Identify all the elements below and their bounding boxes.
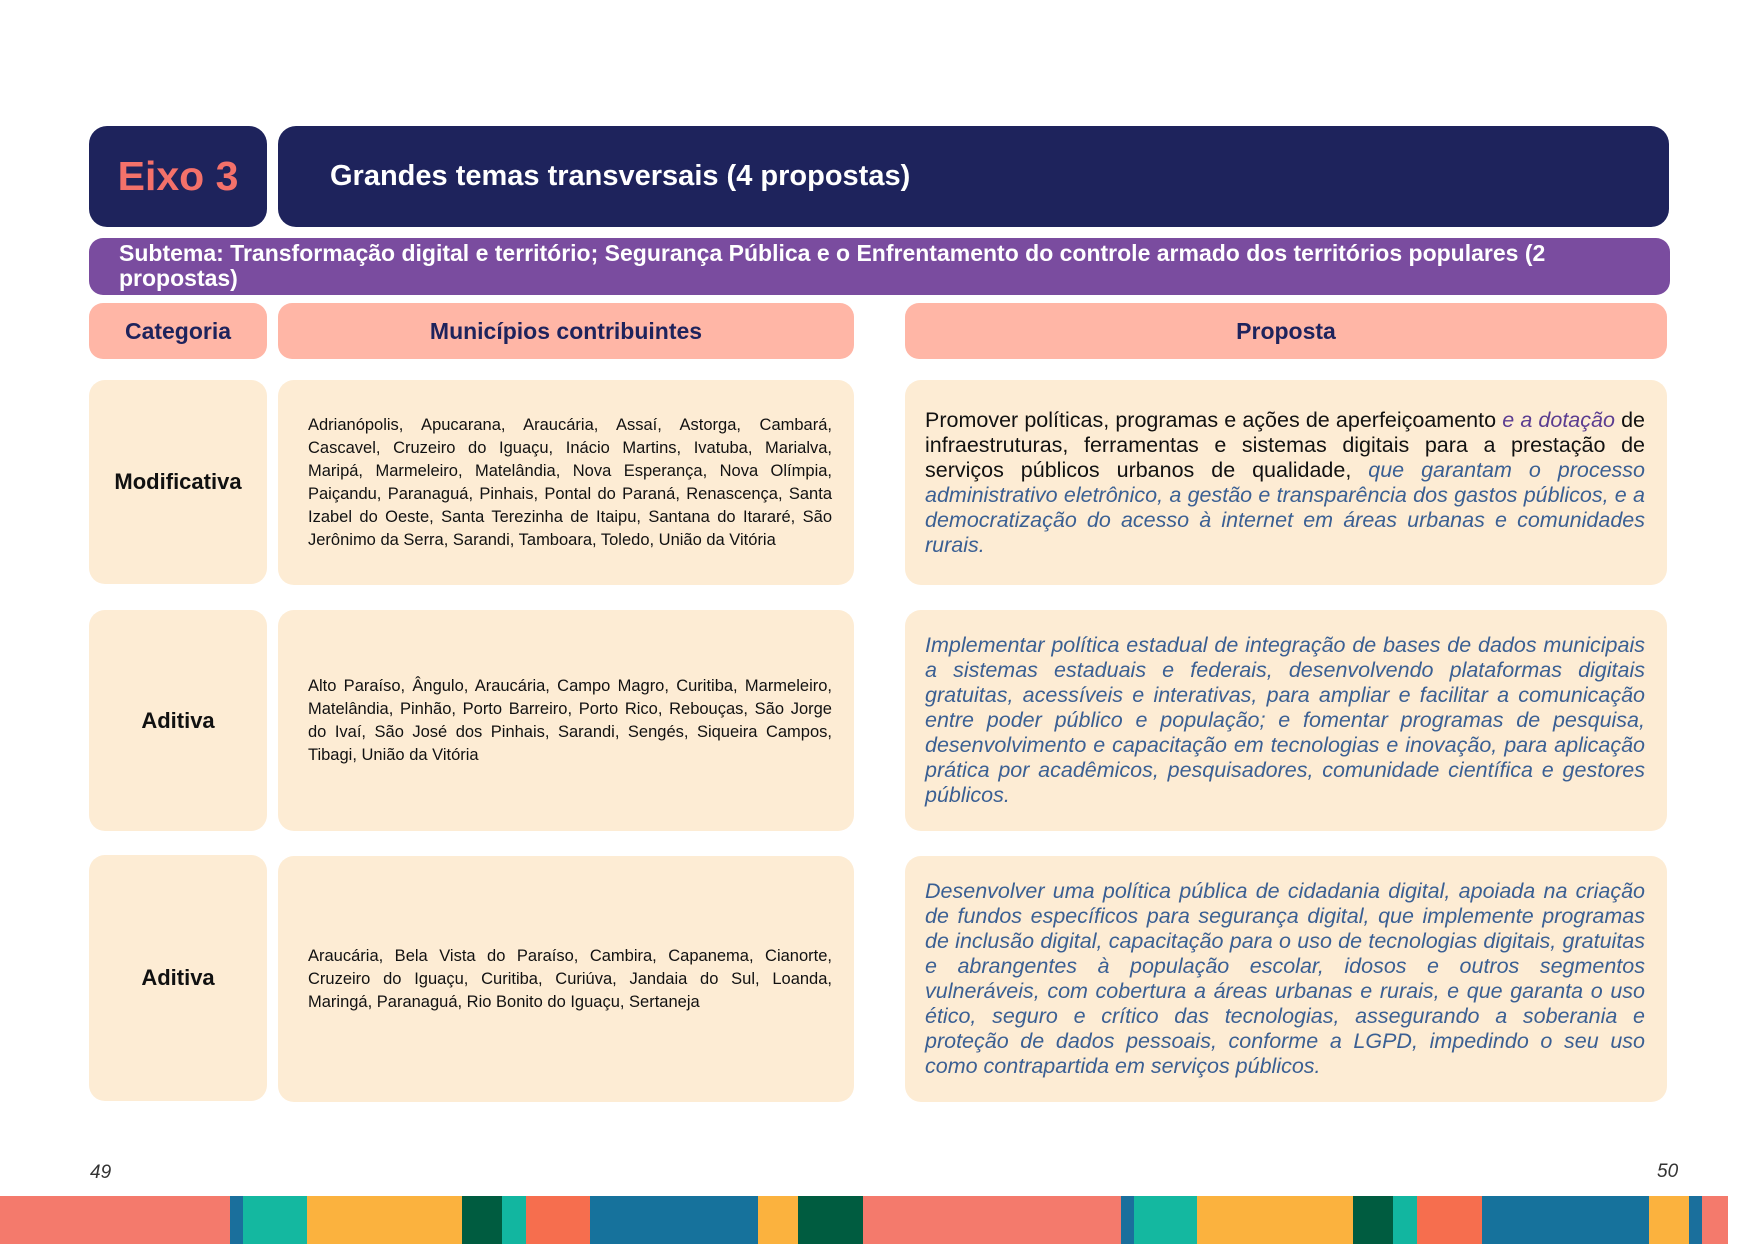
stripe-segment — [863, 1196, 1121, 1244]
row-3-proposta-cell — [905, 856, 1667, 1102]
row-3-categoria: Aditiva — [89, 855, 267, 1101]
row-3-municipios-cell — [278, 856, 854, 1102]
stripe-segment — [798, 1196, 863, 1244]
stripe-segment — [1353, 1196, 1393, 1244]
row-2-municipios-cell — [278, 610, 854, 831]
stripe-segment — [243, 1196, 307, 1244]
row-3-proposta: Desenvolver uma política pública de cidadania digital, apoiada na criação de fundos específicos para segurança digital, que implemente programas de inclusão digital, capacitação para o uso de tecnologias digitais, gratuitas e abrangentes à população escolar, idosos e outros segmentos vulneráveis, com cobertura a áreas urbanas e rurais, e que garanta o uso ético, seguro e crítico das tecnologias, assegurando a soberania e proteção de dados pessoais, conforme a LGPD, impedindo o seu uso como contrapartida em serviços públicos. — [925, 879, 1645, 1078]
stripe-segment — [1197, 1196, 1353, 1244]
section-title-bar — [278, 126, 1669, 227]
stripe-segment — [1482, 1196, 1649, 1244]
column-header-categoria: Categoria — [89, 303, 267, 359]
page-number-right: 50 — [1657, 1161, 1679, 1182]
row-1-proposta-part-3: de infraestruturas, ferramentas e sistemas digitais para a prestação de serviços públicos urbanos de qualidade, — [925, 407, 1645, 482]
stripe-segment — [1393, 1196, 1417, 1244]
column-header-proposta: Proposta — [905, 303, 1667, 359]
row-2-proposta: Implementar política estadual de integração de bases de dados municipais a sistemas estaduais e federais, desenvolvendo plataformas digitais gratuitas, acessíveis e interativas, para ampliar e facilitar a comunicação entre poder público e população; e fomentar programas de pesquisa, desenvolvimento e capacitação em tecnologias e inovação, para aplicação prática por acadêmicos, pesquisadores, comunidade científica e gestores públicos. — [925, 633, 1645, 807]
eixo-badge — [89, 126, 267, 227]
row-1-proposta-part-4: que garantam o processo administrativo eletrônico, a gestão e transparência dos gastos públicos, e a democratização do acesso à internet em áreas urbanas e comunidades rurais. — [925, 457, 1645, 557]
row-2-municipios: Alto Paraíso, Ângulo, Araucária, Campo Magro, Curitiba, Marmeleiro, Matelândia, Pinhão, Porto Barreiro, Porto Rico, Rebouças, São Jorge do Ivaí, São José dos Pinhais, Sarandi, Sengés, Siqueira Campos, Tibagi, União da Vitória — [308, 676, 832, 764]
stripe-segment — [502, 1196, 526, 1244]
row-1-proposta — [925, 408, 1645, 558]
stripe-segment — [1702, 1196, 1728, 1244]
subtema-text: Subtema: Transformação digital e território; Segurança Pública e o Enfrentamento do controle armado dos territórios populares (2 propostas) — [119, 240, 1546, 291]
column-header-municipios: Municípios contribuintes — [278, 303, 854, 359]
stripe-segment — [0, 1196, 230, 1244]
stripe-segment — [590, 1196, 758, 1244]
row-1-municipios: Adrianópolis, Apucarana, Araucária, Assaí, Astorga, Cambará, Cascavel, Cruzeiro do Iguaçu, Inácio Martins, Ivatuba, Marialva, Maripá, Marmeleiro, Matelândia, Nova Esperança, Nova Olímpia, Paiçandu, Paranaguá, Pinhais, Pontal do Paraná, Renascença, Santa Izabel do Oeste, Santa Terezinha de Itaipu, Santana do Itararé, São Jerônimo da Serra, Sarandi, Tamboara, Toledo, União da Vitória — [308, 415, 832, 549]
page-number-left: 49 — [90, 1162, 112, 1183]
subtema-bar — [89, 238, 1670, 295]
eixo-label: Eixo 3 — [117, 153, 239, 199]
row-1-categoria: Modificativa — [89, 380, 267, 584]
row-2-categoria: Aditiva — [89, 610, 267, 831]
stripe-segment — [1649, 1196, 1689, 1244]
stripe-segment — [230, 1196, 243, 1244]
row-2-proposta-cell — [905, 610, 1667, 831]
row-1-municipios-cell — [278, 380, 854, 585]
stripe-segment — [462, 1196, 502, 1244]
stripe-segment — [1134, 1196, 1197, 1244]
page-title: Grandes temas transversais (4 propostas) — [330, 160, 911, 192]
stripe-segment — [1689, 1196, 1702, 1244]
stripe-segment — [307, 1196, 462, 1244]
stripe-segment — [526, 1196, 590, 1244]
stripe-segment — [758, 1196, 798, 1244]
row-3-municipios: Araucária, Bela Vista do Paraíso, Cambira, Capanema, Cianorte, Cruzeiro do Iguaçu, Curitiba, Curiúva, Jandaia do Sul, Loanda, Maringá, Paranaguá, Rio Bonito do Iguaçu, Sertaneja — [308, 946, 832, 1011]
row-1-proposta-part-2: e a dotação — [1502, 407, 1615, 432]
stripe-segment — [1121, 1196, 1134, 1244]
row-1-proposta-cell — [905, 380, 1667, 585]
row-1-proposta-part-1: Promover políticas, programas e ações de aperfeiçoamento — [925, 407, 1503, 432]
stripe-segment — [1417, 1196, 1482, 1244]
